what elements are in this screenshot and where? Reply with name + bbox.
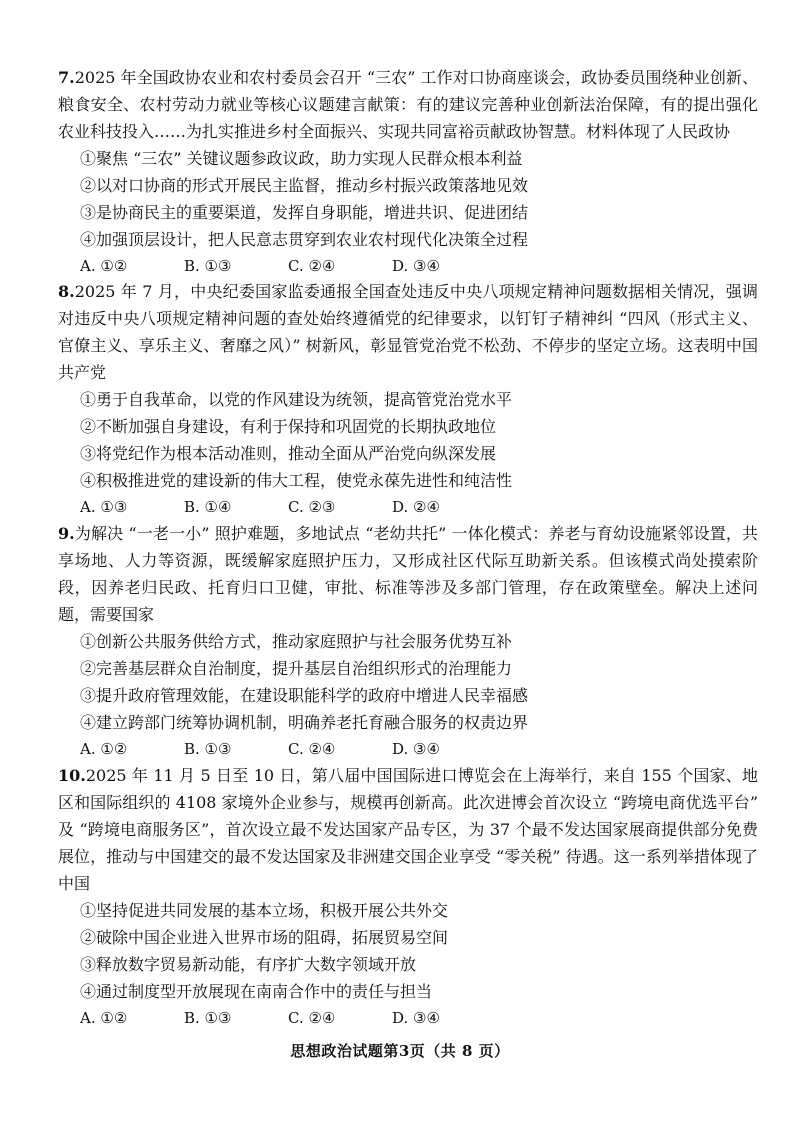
answer-choices	[58, 1005, 758, 1032]
statement-item: ①坚持促进共同发展的基本立场，积极开展公共外交	[80, 901, 449, 920]
question-number: 7.	[58, 68, 75, 87]
statement-item: ④积极推进党的建设新的伟大工程，使党永葆先进性和纯洁性	[80, 471, 513, 490]
answer-choices	[58, 736, 758, 763]
statement-item: ①创新公共服务供给方式，推动家庭照护与社会服务优势互补	[80, 632, 513, 651]
question-text: 为解决 “一老一小” 照护难题，多地试点 “老幼共托” 一体化模式：养老与育幼设施紧邻设置，共享场地、人力等资源，既缓解家庭照护压力，又形成社区代际互助新关系。但该模式尚处摸索阶段，因养老归民政、托育归口卫健，审批、标准等涉及多部门管理，存在政策壁垒。解决上述问题，需要国家	[58, 524, 758, 624]
page-footer: 思想政治试题第3页（共 8 页）	[290, 1042, 510, 1060]
question-stem	[58, 762, 758, 897]
statement-item: ②以对口协商的形式开展民主监督，推动乡村振兴政策落地见效	[80, 176, 529, 195]
question-stem	[58, 520, 758, 628]
statement-item: ④建立跨部门统筹协调机制，明确养老托育融合服务的权责边界	[80, 713, 529, 732]
question-10	[58, 762, 758, 1032]
choice-b: B. ①③	[184, 1009, 232, 1027]
question-stem	[58, 64, 758, 145]
statement-item: ③将党纪作为根本活动准则，推动全面从严治党向纵深发展	[80, 444, 497, 463]
question-text: 2025 年 11 月 5 日至 10 日，第八届中国国际进口博览会在上海举行，来自 155 个国家、地区和国际组织的 4108 家境外企业参与，规模再创新高。此次进博会首次设立 “跨境电商优选平台” 及 “跨境电商服务区”，首次设立最不发达国家产品专区，为 37 个最不发达国家展商提供部分免费展位，推动与中国建交的最不发达国家及非洲建交国企业享受 “零关税” 待遇。这一系列举措体现了中国	[58, 766, 758, 893]
statement-item: ④通过制度型开放展现在南南合作中的责任与担当	[80, 982, 433, 1001]
statement-list	[58, 386, 758, 494]
choice-a: A. ①②	[80, 1009, 128, 1027]
statement-list	[58, 897, 758, 1005]
choice-a: A. ①③	[80, 498, 128, 516]
question-text: 2025 年全国政协农业和农村委员会召开 “三农” 工作对口协商座谈会，政协委员围绕种业创新、粮食安全、农村劳动力就业等核心议题建言献策：有的建议完善种业创新法治保障，有的提出强化农业科技投入……为扎实推进乡村全面振兴、实现共同富裕贡献政协智慧。材料体现了人民政协	[58, 68, 758, 141]
choice-d: D. ②④	[392, 498, 440, 516]
question-number: 8.	[58, 282, 75, 301]
choice-c: C. ②④	[288, 740, 336, 758]
statement-item: ①勇于自我革命，以党的作风建设为统领，提高管党治党水平	[80, 390, 513, 409]
choice-c: C. ②③	[288, 498, 336, 516]
choice-b: B. ①④	[184, 498, 232, 516]
statement-item: ②破除中国企业进入世界市场的阻碍，拓展贸易空间	[80, 928, 449, 947]
choice-b: B. ①③	[184, 257, 232, 275]
choice-c: C. ②④	[288, 257, 336, 275]
statement-item: ①聚焦 “三农” 关键议题参政议政，助力实现人民群众根本利益	[80, 149, 523, 168]
statement-item: ②不断加强自身建设，有利于保持和巩固党的长期执政地位	[80, 417, 497, 436]
question-7	[58, 64, 758, 280]
choice-d: D. ③④	[392, 1009, 440, 1027]
question-9	[58, 520, 758, 763]
question-number: 9.	[58, 524, 75, 543]
choice-c: C. ②④	[288, 1009, 336, 1027]
statement-list	[58, 145, 758, 253]
statement-item: ④加强顶层设计，把人民意志贯穿到农业农村现代化决策全过程	[80, 230, 529, 249]
answer-choices	[58, 253, 758, 280]
choice-b: B. ①③	[184, 740, 232, 758]
choice-a: A. ①②	[80, 740, 128, 758]
answer-choices	[58, 494, 758, 521]
statement-item: ③释放数字贸易新动能，有序扩大数字领域开放	[80, 955, 417, 974]
statement-item: ③提升政府管理效能，在建设职能科学的政府中增进人民幸福感	[80, 686, 529, 705]
statement-item: ②完善基层群众自治制度，提升基层自治组织形式的治理能力	[80, 659, 513, 678]
choice-d: D. ③④	[392, 740, 440, 758]
question-stem	[58, 278, 758, 386]
question-number: 10.	[58, 766, 86, 785]
choice-d: D. ③④	[392, 257, 440, 275]
statement-item: ③是协商民主的重要渠道，发挥自身职能，增进共识、促进团结	[80, 203, 529, 222]
question-8	[58, 278, 758, 521]
choice-a: A. ①②	[80, 257, 128, 275]
statement-list	[58, 628, 758, 736]
question-text: 2025 年 7 月，中央纪委国家监委通报全国查处违反中央八项规定精神问题数据相关情况，强调对违反中央八项规定精神问题的查处始终遵循党的纪律要求，以钉钉子精神纠 “四风（形式主义、官僚主义、享乐主义、奢靡之风）” 树新风，彰显管党治党不松劲、不停步的坚定立场。这表明中国共产党	[58, 282, 758, 382]
